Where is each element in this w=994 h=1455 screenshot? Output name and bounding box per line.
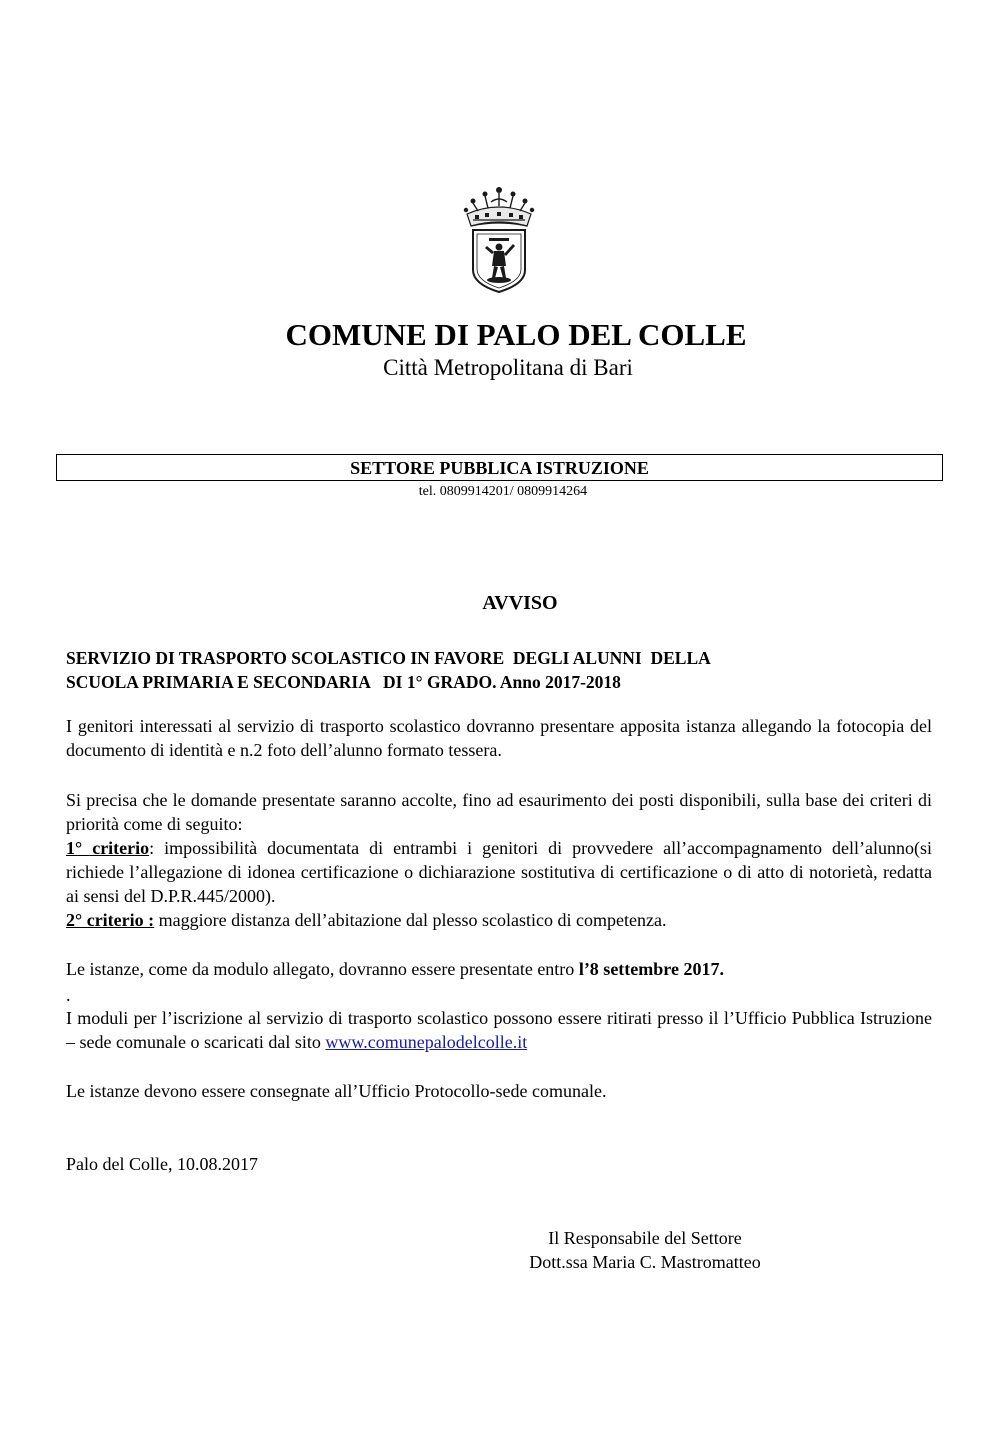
signature-block	[480, 1226, 810, 1274]
signature-name: Dott.ssa Maria C. Mastromatteo	[529, 1252, 761, 1272]
criterion-2-text: maggiore distanza dell’abitazione dal plesso scolastico di competenza.	[154, 910, 667, 930]
org-name: COMUNE DI PALO DEL COLLE	[285, 317, 747, 352]
sector-title: SETTORE PUBBLICA ISTRUZIONE	[56, 454, 943, 481]
paragraph-delivery: Le istanze devono essere consegnate all’Ufficio Protocollo-sede comunale.	[66, 1081, 607, 1101]
place-date: Palo del Colle, 10.08.2017	[66, 1154, 258, 1174]
paragraph-deadline	[66, 957, 932, 981]
criteria-intro: Si precisa che le domande presentate saranno accolte, fino ad esaurimento dei posti disponibili, sulla base dei criteri di priorità come di seguito:	[66, 790, 932, 834]
criterion-1-text: : impossibilità documentata di entrambi i genitori di provvedere all’accompagnamento dell’alunno(si richiede l’allegazione di idonea certificazione o dichiarazione sostitutiva di certificazione o di atto di notorietà, redatta ai sensi del D.P.R.445/2000).	[66, 838, 932, 906]
website-link[interactable]: www.comunepalodelcolle.it	[325, 1032, 528, 1052]
criterion-1-label: 1° criterio	[66, 838, 150, 858]
notice-subject	[66, 646, 932, 694]
criterion-2-label: 2° criterio :	[66, 910, 155, 930]
stray-dot: .	[66, 985, 71, 1005]
sector-phone: tel. 0809914201/ 0809914264	[418, 484, 588, 499]
signature-role: Il Responsabile del Settore	[548, 1228, 742, 1248]
paragraph-forms	[66, 1006, 932, 1054]
deadline-text: Le istanze, come da modulo allegato, dovranno essere presentate entro	[66, 959, 579, 979]
forms-text: I moduli per l’iscrizione al servizio di trasporto scolastico possono essere ritirati presso il l’Ufficio Pubblica Istruzione – sede comunale o scaricati dal sito	[66, 1008, 932, 1052]
subject-line-1: SERVIZIO DI TRASPORTO SCOLASTICO IN FAVORE DEGLI ALUNNI DELLA	[66, 648, 711, 668]
subject-line-2: SCUOLA PRIMARIA E SECONDARIA DI 1° GRADO. Anno 2017-2018	[66, 672, 621, 692]
paragraph-requirements: I genitori interessati al servizio di trasporto scolastico dovranno presentare apposita istanza allegando la fotocopia del documento di identità e n.2 foto dell’alunno formato tessera.	[66, 716, 932, 760]
notice-title: AVVISO	[482, 592, 558, 614]
org-subtitle: Città Metropolitana di Bari	[383, 355, 633, 380]
municipal-crest-icon	[461, 184, 537, 294]
deadline-date: l’8 settembre 2017.	[578, 959, 724, 979]
paragraph-criteria	[66, 788, 932, 932]
